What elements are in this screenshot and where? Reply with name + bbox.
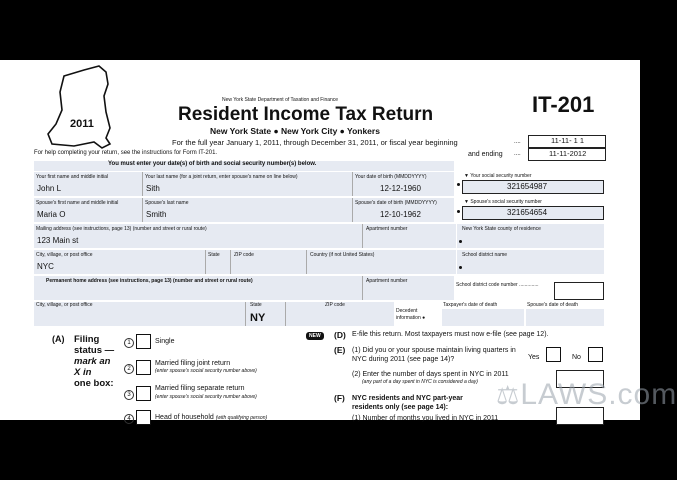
last-name-value[interactable]: Sith: [146, 184, 160, 193]
spouse-last-name-value[interactable]: Smith: [146, 210, 167, 219]
spouse-death-field[interactable]: [526, 309, 604, 326]
first-name-label: Your first name and middle initial: [36, 174, 109, 180]
permanent-apt-label: Apartment number: [366, 278, 408, 284]
ending-date-field[interactable]: 11-11-2012: [528, 148, 606, 161]
must-enter-text: You must enter your date(s) of birth and social security number(s) below.: [108, 161, 317, 167]
section-e1-text: (1) Did you or your spouse maintain living quarters in NYC during 2011 (see page 14)?: [352, 347, 516, 363]
beginning-date-field[interactable]: 11-11- 1 1: [528, 135, 606, 148]
option-4-label: Head of household (with qualifying person): [155, 414, 268, 421]
dob-value[interactable]: 12-12-1960: [380, 184, 421, 193]
married-joint-checkbox[interactable]: [136, 360, 151, 375]
section-f-letter: (F): [334, 393, 345, 403]
state2-value[interactable]: NY: [250, 312, 266, 324]
no-label: No: [572, 354, 581, 361]
yes-label: Yes: [528, 354, 540, 361]
ending-dots: ....: [514, 151, 521, 157]
spouse-last-name-label: Spouse's last name: [145, 200, 189, 206]
head-of-household-checkbox[interactable]: [136, 410, 151, 425]
school-code-field[interactable]: [554, 282, 604, 300]
married-separate-checkbox[interactable]: [136, 386, 151, 401]
zip2-label: ZIP code: [325, 302, 345, 308]
spouse-ssn-field[interactable]: 321654654: [462, 206, 604, 220]
option-1-number: 1: [124, 338, 134, 348]
form-id: IT-201: [532, 92, 595, 117]
spouse-first-name-value[interactable]: Maria O: [37, 210, 66, 219]
nyc-yes-checkbox[interactable]: [546, 347, 561, 362]
option-3-note: (enter spouse's social security number above): [155, 394, 257, 400]
nyc-no-checkbox[interactable]: [588, 347, 603, 362]
filing-heading: Filing status — mark an X in one box:: [74, 334, 115, 389]
apt-label: Apartment number: [366, 226, 408, 232]
option-2-note: (enter spouse's social security number above): [155, 368, 257, 374]
section-e2-text: (2) Enter the number of days spent in NYC in 2011: [352, 371, 509, 378]
option-1-label: Single: [155, 338, 175, 345]
county-label: New York State county of residence: [462, 226, 541, 232]
single-checkbox[interactable]: [136, 334, 151, 349]
form-subtitle: New York State ● New York City ● Yonkers: [210, 126, 380, 136]
section-d-text: E-file this return. Most taxpayers must now e-file (see page 12).: [352, 331, 549, 338]
spouse-dob-value[interactable]: 12-10-1962: [380, 210, 421, 219]
mailing-value[interactable]: 123 Main st: [37, 236, 79, 245]
state-label: State: [208, 252, 220, 258]
country-label: Country (if not United States): [310, 252, 375, 258]
taxpayer-death-field[interactable]: [442, 309, 524, 326]
tax-year: 2011: [70, 118, 94, 130]
ny-state-map-icon: [44, 62, 126, 154]
state2-label: State: [250, 302, 262, 308]
option-3-number: 3: [124, 390, 134, 400]
option-2-label: Married filing joint return: [155, 360, 231, 367]
zip-label: ZIP code: [234, 252, 254, 258]
period-text: For the full year January 1, 2011, through December 31, 2011, or fiscal year beginning: [172, 138, 458, 147]
new-badge: NEW: [306, 332, 324, 340]
decedent-label: Decedent information ●: [396, 308, 426, 321]
first-name-value[interactable]: John L: [37, 184, 62, 193]
tax-form-page: [0, 60, 677, 422]
school-code-label: School district code number ..............: [456, 282, 539, 288]
option-2-number: 2: [124, 364, 134, 374]
ending-label: and ending: [468, 151, 503, 158]
city-label: City, village, or post office: [36, 252, 93, 258]
ssn-label: ▼ Your social security number: [464, 173, 532, 179]
scales-icon: ⚖: [496, 380, 521, 410]
dob-label: Your date of birth (MMDDYYYY): [355, 174, 427, 180]
taxpayer-death-label: Taxpayer's date of death: [443, 302, 498, 308]
city-value[interactable]: NYC: [37, 262, 54, 271]
laws-watermark: ⚖LAWS.com: [496, 378, 677, 411]
ssn-field[interactable]: 321654987: [462, 180, 604, 194]
section-f1-text: (1) Number of months you lived in NYC in 2011: [352, 415, 499, 422]
mailing-label: Mailing address (see instructions, page 13) (number and street or rural route): [36, 226, 207, 232]
city2-label: City, village, or post office: [36, 302, 93, 308]
school-district-label: School district name: [462, 252, 508, 258]
option-3-label: Married filing separate return: [155, 385, 245, 392]
spouse-dob-label: Spouse's date of birth (MMDDYYYY): [355, 200, 437, 206]
section-e2-note: (any part of a day spent in NYC is considered a day): [362, 379, 478, 385]
section-d-letter: (D): [334, 330, 346, 340]
form-title: Resident Income Tax Return: [178, 104, 434, 125]
section-f-text: NYC residents and NYC part-year residents only (see page 14):: [352, 395, 463, 411]
permanent-address-label: Permanent home address (see instructions, page 13) (number and street or rural route): [46, 278, 253, 284]
help-text: For help completing your return, see the instructions for Form IT-201.: [34, 150, 218, 156]
filing-letter: (A): [52, 334, 65, 344]
section-e-letter: (E): [334, 345, 346, 355]
period-dots: ....: [514, 139, 521, 145]
last-name-label: Your last name (for a joint return, enter spouse's name on line below): [145, 174, 298, 180]
department-name: New York State Department of Taxation and Finance: [222, 97, 339, 103]
spouse-ssn-label: ▼ Spouse's social security number: [464, 199, 542, 205]
option-4-number: 4: [124, 414, 134, 424]
spouse-death-label: Spouse's date of death: [527, 302, 578, 308]
spouse-first-name-label: Spouse's first name and middle initial: [36, 200, 119, 206]
